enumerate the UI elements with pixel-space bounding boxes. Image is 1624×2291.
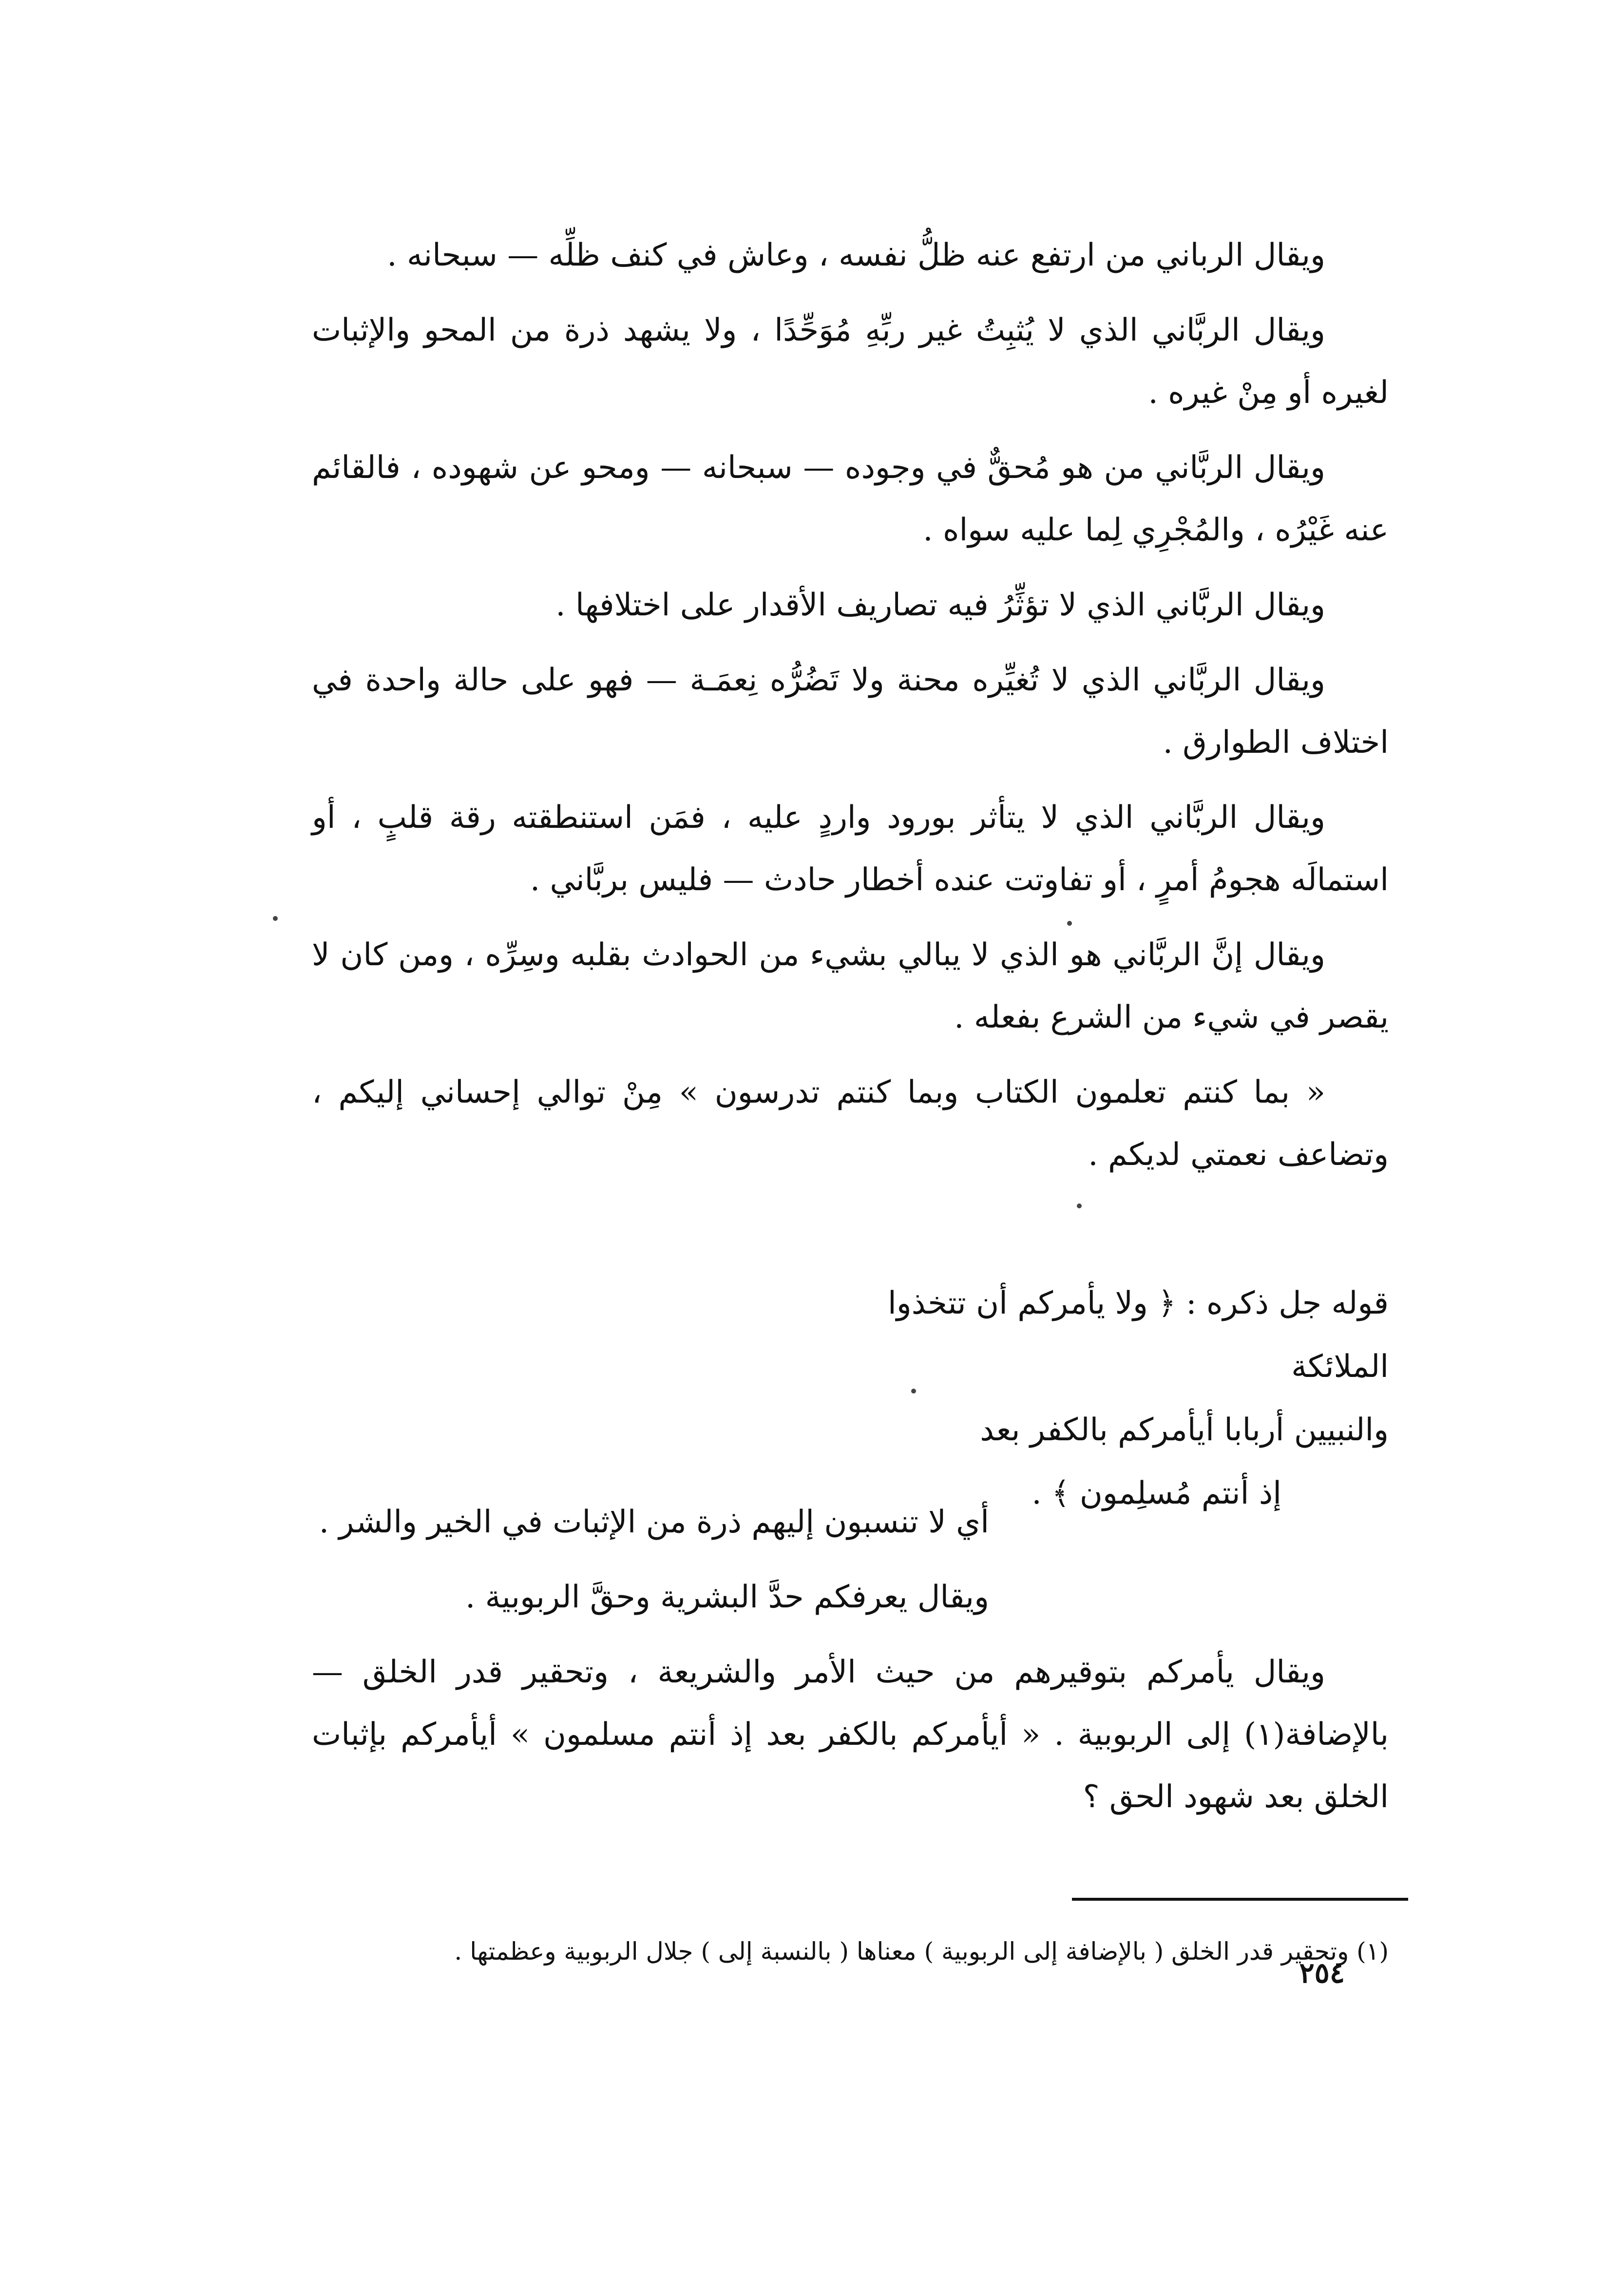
- commentary-text: [312, 1491, 1389, 1841]
- page-number: ٢٥٤: [1299, 1956, 1345, 1989]
- paragraph-2: ويقال الربَّاني الذي لا يُثبِتُ غير ربِّهِ مُوَحِّدًا ، ولا يشهد ذرة من المحو والإثبات لغيره أو مِنْ غيره .: [312, 312, 1389, 411]
- verse-line-2: والنبيين أربابا أيأمركم بالكفر بعد: [980, 1412, 1389, 1448]
- verse-line-3: إذ أنتم مُسلِمون ﴾ .: [1032, 1475, 1281, 1511]
- scan-speck: [1067, 921, 1072, 926]
- quran-verse: [799, 1272, 1389, 1525]
- paragraph-6: ويقال الربَّاني الذي لا يتأثر بورود واردٍ عليه ، فمَن استنطقته رقة قلبٍ ، أو استمالَه هجومُ أمرٍ ، أو تفاوتت عنده أخطار حادث — فليس بربَّاني .: [312, 800, 1389, 898]
- scan-speck: [273, 916, 278, 921]
- scan-speck: [911, 1389, 916, 1394]
- commentary-paragraph-2: ويقال يعرفكم حدَّ البشرية وحقَّ الربوبية .: [465, 1579, 989, 1615]
- paragraph-3: ويقال الربَّاني من هو مُحقٌّ في وجوده — سبحانه — ومحو عن شهوده ، فالقائم عنه غَيْرُه ، والمُجْرِي لِما عليه سواه .: [312, 450, 1389, 548]
- paragraph-8: « بما كنتم تعلمون الكتاب وبما كنتم تدرسون » مِنْ توالي إحساني إليكم ، وتضاعف نعمتي لديكم .: [312, 1074, 1389, 1173]
- scan-speck: [1077, 1203, 1082, 1208]
- verse-line-1: قوله جل ذكره : ﴿ ولا يأمركم أن تتخذوا الملائكة: [888, 1285, 1389, 1385]
- footnote-divider: [1072, 1898, 1408, 1901]
- paragraph-4: ويقال الربَّاني الذي لا تؤثِّرُ فيه تصاريف الأقدار على اختلافها .: [555, 587, 1325, 623]
- commentary-paragraph-3: ويقال يأمركم بتوقيرهم من حيث الأمر والشريعة ، وتحقير قدر الخلق — بالإضافة(١) إلى الربوبية . « أيأمركم بالكفر بعد إذ أنتم مسلمون » أيأمركم بإثبات الخلق بعد شهود الحق ؟: [312, 1654, 1389, 1815]
- paragraph-5: ويقال الربَّاني الذي لا تُغيِّره محنة ولا تَضُرُّه نِعمَـة — فهو على حالة واحدة في اختلاف الطوارق .: [312, 662, 1389, 761]
- paragraph-1: ويقال الرباني من ارتفع عنه ظلُّ نفسه ، وعاش في كنف ظلِّه — سبحانه .: [387, 237, 1325, 273]
- paragraph-7: ويقال إنَّ الربَّاني هو الذي لا يبالي بشيء من الحوادث بقلبه وسِرِّه ، ومن كان لا يقصر في شيء من الشرع بفعله .: [312, 937, 1389, 1035]
- main-text: [312, 224, 1389, 1199]
- commentary-paragraph-1: أي لا تنسبون إليهم ذرة من الإثبات في الخير والشر .: [319, 1504, 989, 1540]
- footnote: (١) وتحقير قدر الخلق ( بالإضافة إلى الربوبية ) معناها ( بالنسبة إلى ) جلال الربوبية وعظمتها .: [454, 1937, 1389, 1966]
